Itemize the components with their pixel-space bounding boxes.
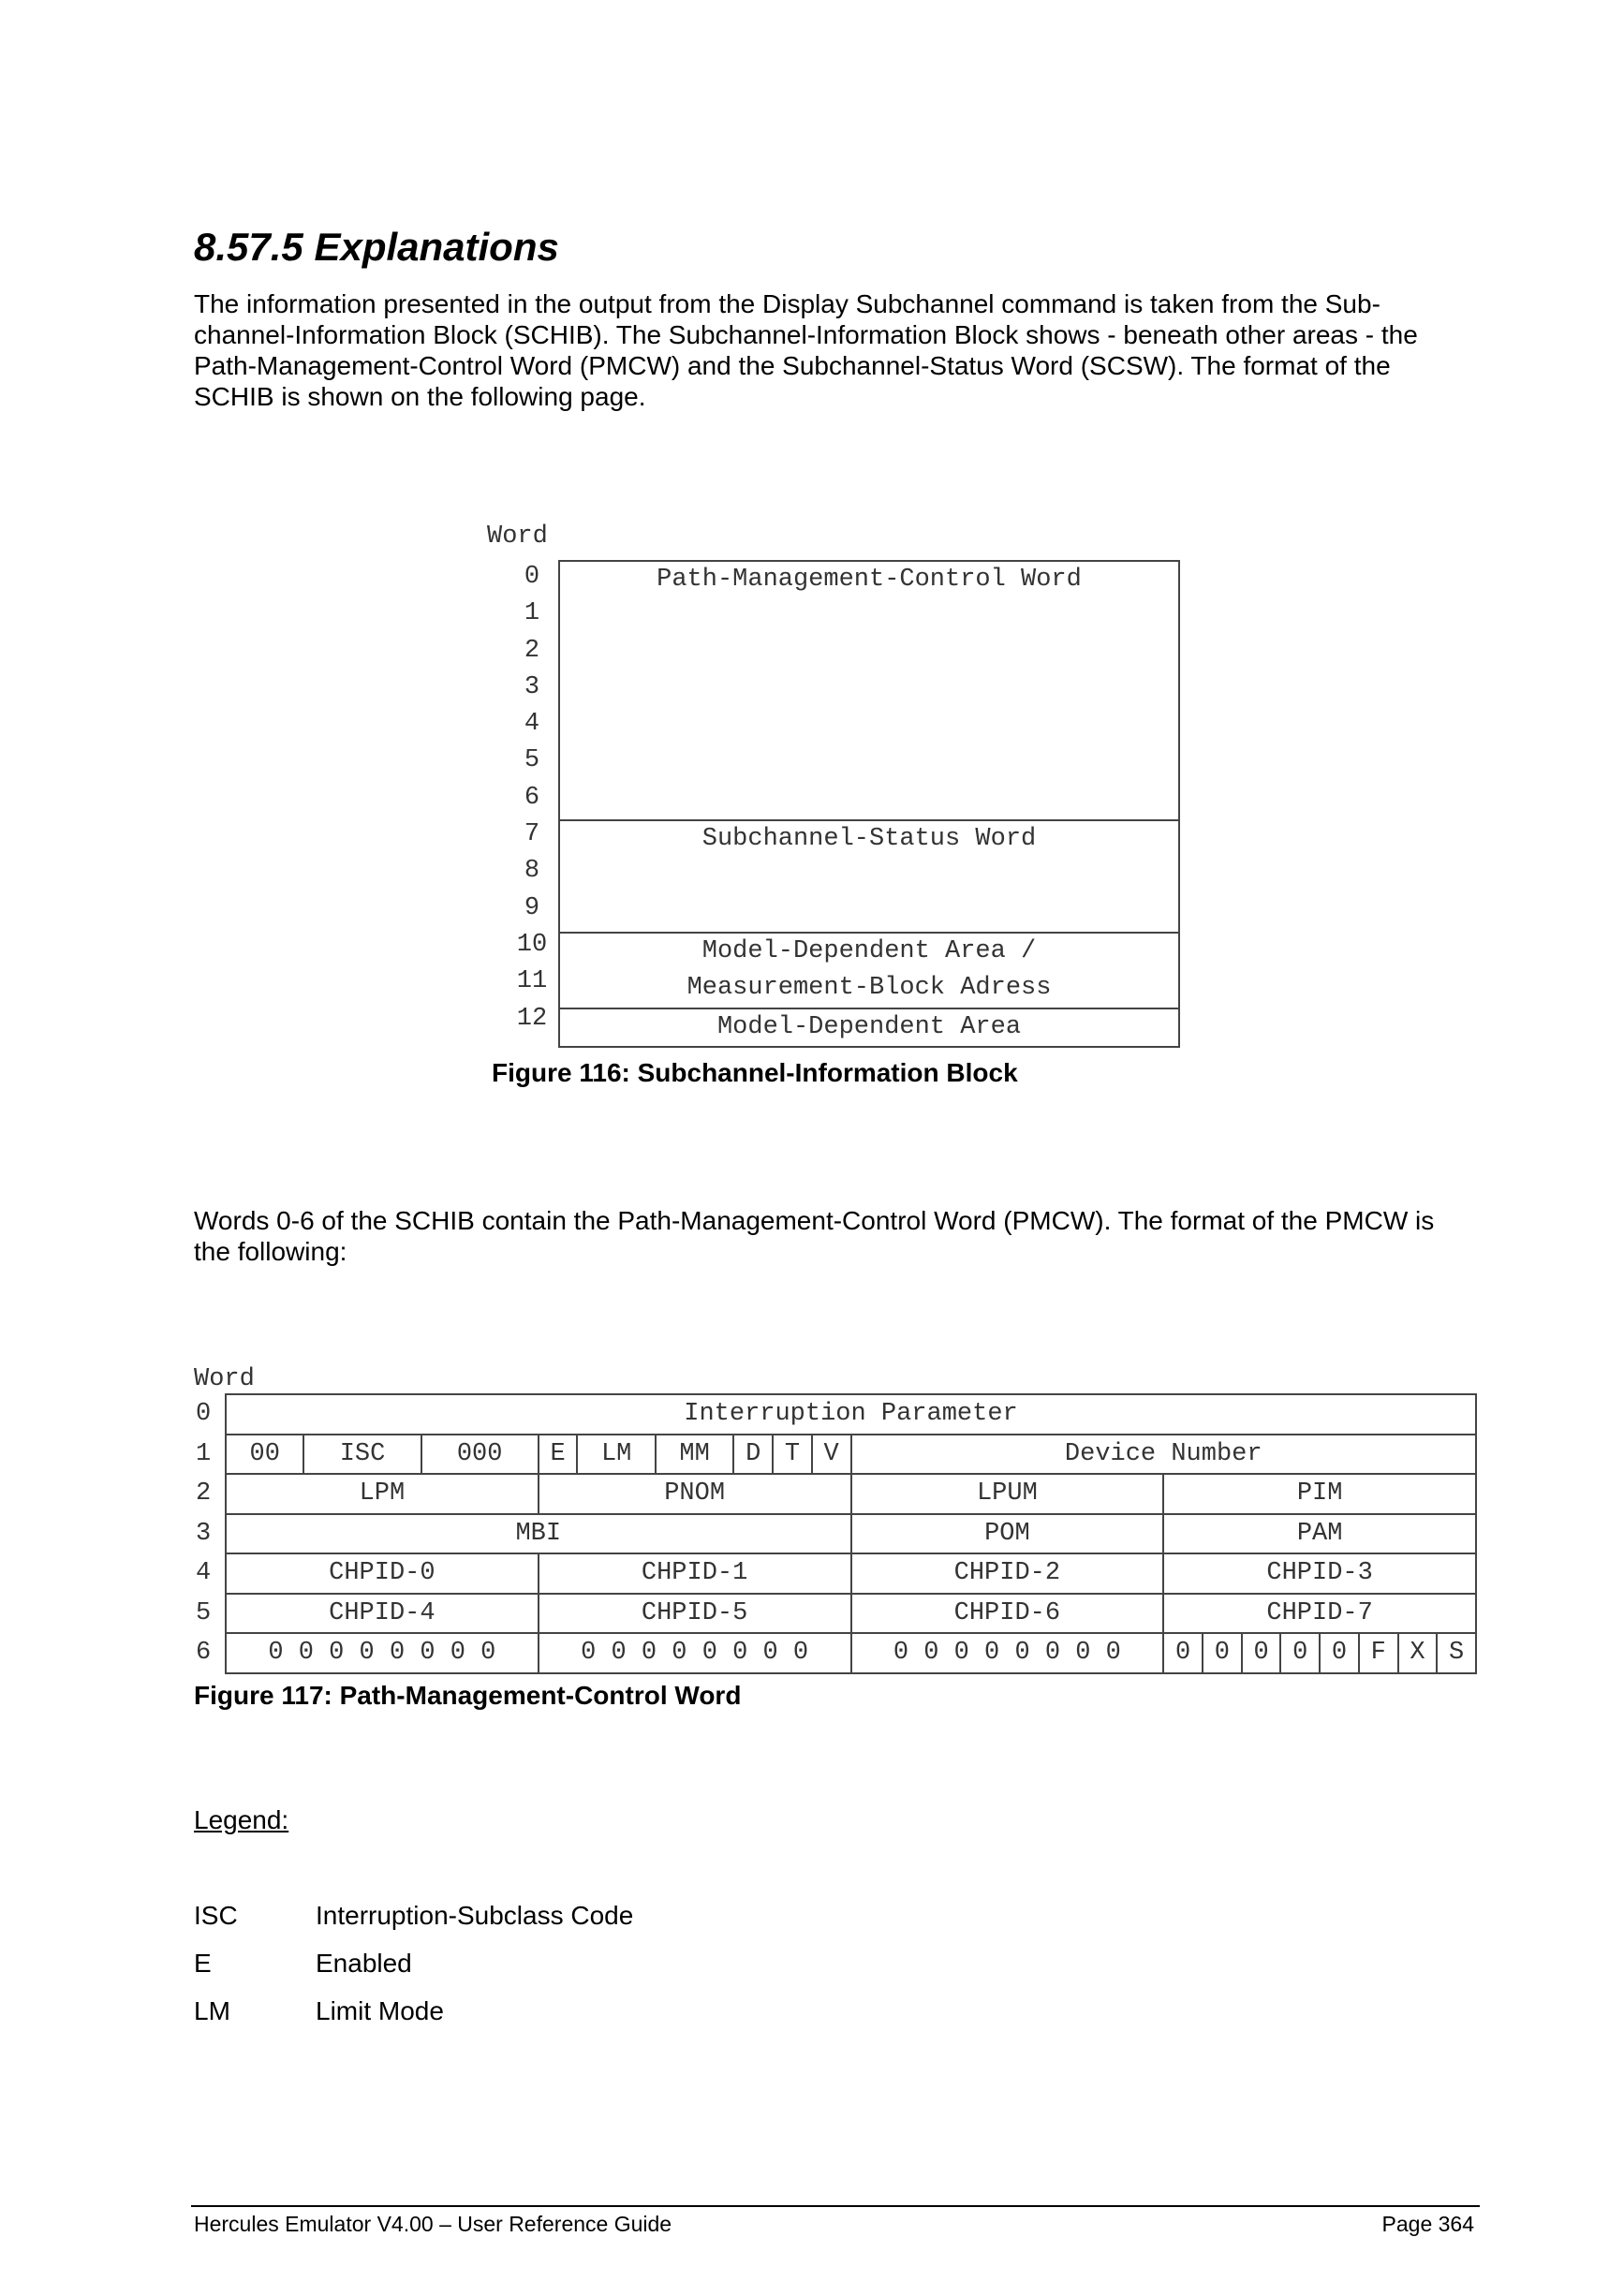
pmcw-field: 0 — [1242, 1633, 1281, 1673]
pmcw-word-number: 0 — [194, 1394, 226, 1435]
section-heading: 8.57.5 Explanations — [194, 225, 559, 269]
pmcw-word-number: 3 — [194, 1514, 226, 1554]
schib-word-number: 9 — [524, 893, 540, 922]
schib-segment — [560, 819, 1178, 932]
pmcw-intro-paragraph: Words 0-6 of the SCHIB contain the Path-Management-Control Word (PMCW). The format of the PMCW is the following: — [194, 1206, 1435, 1266]
pmcw-word-number: 5 — [194, 1594, 226, 1634]
footer-title: Hercules Emulator V4.00 – User Reference Guide — [194, 2212, 672, 2236]
pmcw-row — [194, 1435, 1476, 1475]
legend-meaning: Limit Mode — [316, 1996, 444, 2025]
schib-word-number: 3 — [524, 672, 540, 701]
pmcw-row — [194, 1594, 1476, 1634]
pmcw-field: CHPID-5 — [539, 1594, 851, 1634]
legend-title: Legend: — [194, 1805, 289, 1834]
schib-word-number: 5 — [524, 746, 540, 775]
pmcw-field: PAM — [1163, 1514, 1476, 1554]
schib-segment-line — [560, 672, 1178, 709]
schib-word-number: 8 — [524, 857, 540, 886]
pmcw-field: 0 0 0 0 0 0 0 0 — [539, 1633, 851, 1673]
pmcw-field: Interruption Parameter — [226, 1394, 1476, 1435]
pmcw-field: LM — [577, 1435, 655, 1475]
schib-word-number: 11 — [516, 967, 548, 996]
pmcw-word-number: 1 — [194, 1435, 226, 1475]
pmcw-field: POM — [851, 1514, 1164, 1554]
schib-word-number: 10 — [516, 930, 548, 959]
schib-word-numbers — [506, 559, 558, 1038]
schib-segment-line: Model-Dependent Area — [716, 1012, 1022, 1041]
schib-word-number: 1 — [524, 599, 540, 628]
pmcw-word-number: 6 — [194, 1633, 226, 1673]
legend-meaning: Enabled — [316, 1949, 412, 1978]
legend-meaning: Interruption-Subclass Code — [316, 1901, 634, 1930]
pmcw-field: ISC — [303, 1435, 421, 1475]
legend-abbr: ISC — [194, 1901, 238, 1930]
pmcw-field: CHPID-1 — [539, 1553, 851, 1594]
schib-segment — [560, 932, 1178, 1008]
pmcw-field: 0 0 0 0 0 0 0 0 — [226, 1633, 539, 1673]
pmcw-row — [194, 1394, 1476, 1435]
schib-segment-line: Model-Dependent Area / — [701, 936, 1037, 965]
pmcw-word-number: 2 — [194, 1474, 226, 1514]
schib-segment-line — [560, 895, 1178, 932]
pmcw-field: 0 — [1163, 1633, 1203, 1673]
intro-paragraph: The information presented in the output from the Display Subchannel command is taken from the Sub-channel-Information Block (SCHIB). The Subchannel-Information Block shows - beneath other areas - the Path-Management-Control Word (PMCW) and the Subchannel-Status Word (SCSW). The format of the SCHIB is shown on the following page. — [194, 289, 1418, 411]
legend-abbr: LM — [194, 1996, 230, 2025]
pmcw-field: CHPID-7 — [1163, 1594, 1476, 1634]
schib-word-number: 0 — [524, 563, 540, 591]
pmcw-field: CHPID-0 — [226, 1553, 539, 1594]
pmcw-field: S — [1437, 1633, 1476, 1673]
pmcw-field: 000 — [421, 1435, 539, 1475]
schib-segment-line — [560, 858, 1178, 894]
footer-divider — [191, 2205, 1480, 2207]
schib-segment — [560, 1008, 1178, 1046]
pmcw-field: LPUM — [851, 1474, 1164, 1514]
figure-117-caption: Figure 117: Path-Management-Control Word — [194, 1681, 742, 1710]
pmcw-field: MM — [656, 1435, 733, 1475]
pmcw-field: CHPID-4 — [226, 1594, 539, 1634]
schib-word-number: 4 — [524, 710, 540, 739]
schib-segment-line — [560, 745, 1178, 782]
figure-116-caption: Figure 116: Subchannel-Information Block — [492, 1058, 1018, 1087]
legend-abbr: E — [194, 1949, 212, 1978]
schib-segment — [560, 562, 1178, 819]
pmcw-field: 0 — [1320, 1633, 1359, 1673]
schib-block-diagram — [558, 560, 1180, 1048]
schib-segment-line — [560, 636, 1178, 672]
pmcw-field: V — [812, 1435, 851, 1475]
pmcw-field: Device Number — [851, 1435, 1477, 1475]
schib-segment-line: Subchannel-Status Word — [701, 825, 1037, 854]
pmcw-field: 0 0 0 0 0 0 0 0 — [851, 1633, 1164, 1673]
pmcw-field: X — [1398, 1633, 1438, 1673]
pmcw-row — [194, 1633, 1476, 1673]
pmcw-word-header: Word — [194, 1365, 255, 1393]
pmcw-field: 0 — [1280, 1633, 1320, 1673]
footer-page-number: Page 364 — [1381, 2212, 1474, 2236]
schib-segment-line — [560, 709, 1178, 745]
pmcw-row — [194, 1474, 1476, 1514]
schib-word-header: Word — [487, 522, 548, 551]
schib-segment-line — [560, 783, 1178, 819]
pmcw-field: F — [1359, 1633, 1398, 1673]
legend-item — [194, 1949, 412, 1979]
pmcw-row — [194, 1514, 1476, 1554]
pmcw-field: PNOM — [539, 1474, 851, 1514]
schib-word-number: 12 — [516, 1004, 548, 1033]
schib-segment-line: Path-Management-Control Word — [657, 566, 1082, 594]
pmcw-word-number: 4 — [194, 1553, 226, 1594]
pmcw-field: CHPID-6 — [851, 1594, 1164, 1634]
pmcw-field: D — [733, 1435, 773, 1475]
schib-word-number: 7 — [524, 820, 540, 849]
schib-segment-line — [560, 598, 1178, 635]
legend-item — [194, 1996, 444, 2026]
schib-word-number: 6 — [524, 783, 540, 812]
schib-word-number: 2 — [524, 636, 540, 665]
pmcw-field: LPM — [226, 1474, 539, 1514]
pmcw-field: T — [773, 1435, 812, 1475]
pmcw-field: 0 — [1203, 1633, 1242, 1673]
pmcw-field: PIM — [1163, 1474, 1476, 1514]
schib-segment-line: Measurement-Block Adress — [687, 974, 1052, 1003]
pmcw-field: 00 — [226, 1435, 303, 1475]
pmcw-field: MBI — [226, 1514, 851, 1554]
pmcw-field: E — [539, 1435, 578, 1475]
pmcw-row — [194, 1553, 1476, 1594]
pmcw-field: CHPID-2 — [851, 1553, 1164, 1594]
pmcw-table — [194, 1393, 1477, 1674]
pmcw-field: CHPID-3 — [1163, 1553, 1476, 1594]
legend-item — [194, 1901, 633, 1931]
